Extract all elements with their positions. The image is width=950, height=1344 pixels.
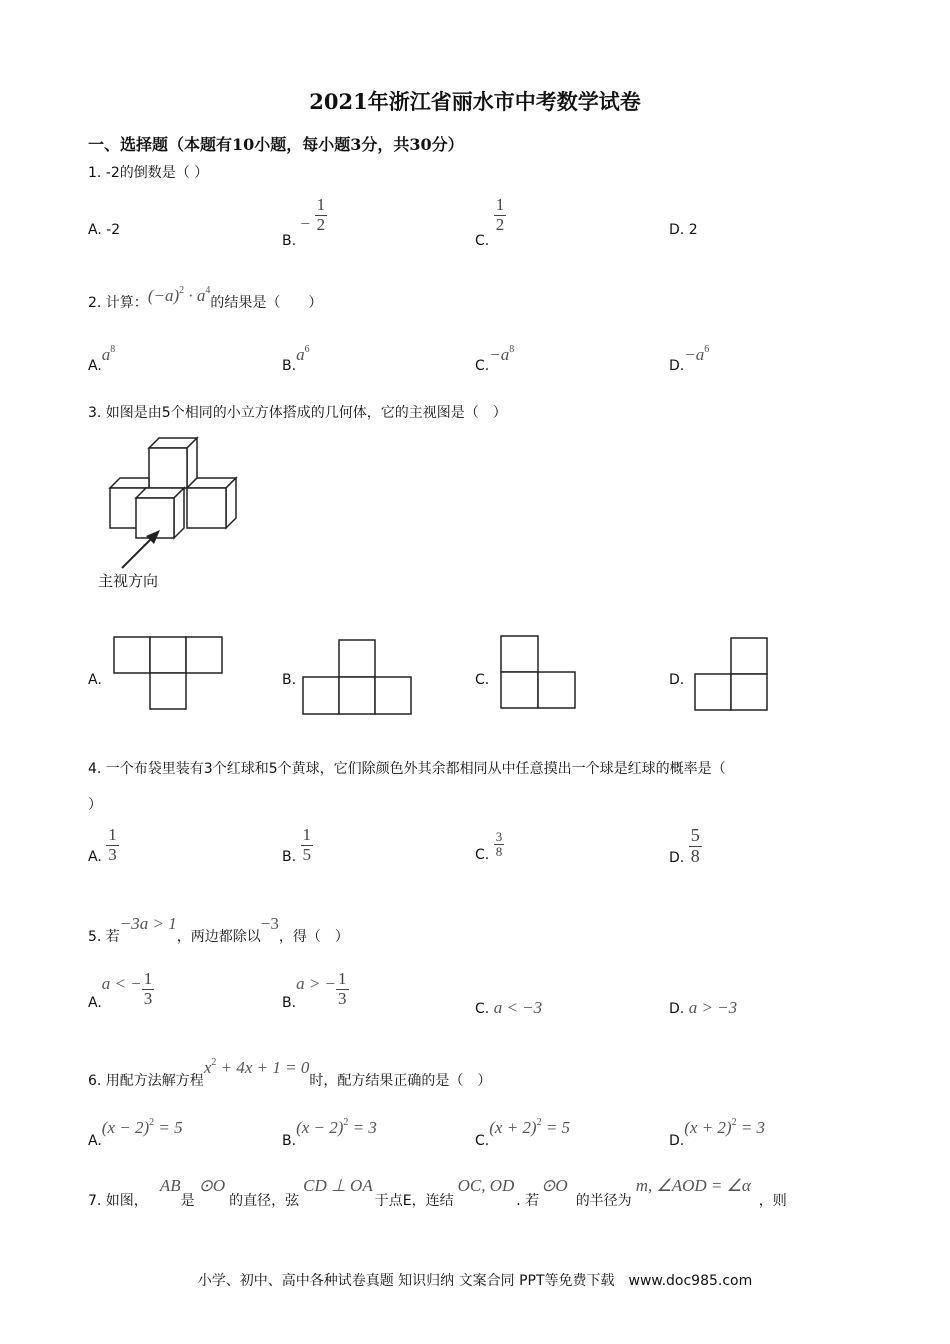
- denominator: 8: [495, 844, 503, 860]
- numerator: 5: [690, 825, 700, 845]
- exponent: 2: [211, 1057, 217, 1068]
- fraction: [494, 830, 505, 860]
- numerator: 1: [338, 969, 347, 988]
- rest: = 3: [736, 1118, 766, 1137]
- q3-option-c-figure[interactable]: [500, 635, 578, 711]
- exponent: 6: [304, 344, 310, 355]
- option-math: [102, 1118, 183, 1137]
- q4-option-a: [88, 826, 119, 864]
- fraction: [142, 970, 155, 1008]
- stem-text: . 若: [516, 1193, 540, 1209]
- exponent: 4: [205, 285, 211, 296]
- option-value: -2: [106, 222, 121, 238]
- q6-option-c: [475, 1117, 571, 1149]
- inequality: −3a > 1: [119, 914, 177, 933]
- math-circle-o: ⊙O: [198, 1176, 226, 1195]
- expr-base: (−a): [147, 286, 180, 305]
- denominator: 8: [690, 845, 700, 866]
- q2-option-c: [475, 344, 515, 374]
- base: (x + 2): [684, 1118, 732, 1137]
- exponent: 8: [509, 344, 515, 355]
- stem-mid: ，两边都除以: [176, 929, 261, 945]
- option-expr: a < −3: [493, 998, 543, 1017]
- numerator: 1: [143, 969, 153, 988]
- q5-option-d: [669, 998, 737, 1018]
- stem-text: ，则: [758, 1193, 787, 1209]
- exponent: 2: [343, 1117, 349, 1128]
- rest: = 5: [541, 1118, 571, 1137]
- q1-option-c: [475, 195, 506, 250]
- denominator: 5: [302, 844, 312, 864]
- minus-sign: −: [300, 214, 311, 234]
- stem-text: 的直径，弦: [229, 1193, 300, 1209]
- option-label: B.: [282, 358, 297, 374]
- option-math: [296, 1118, 377, 1137]
- q3-option-b-label: B.: [282, 672, 297, 688]
- q5-option-b: [282, 969, 349, 1012]
- option-label: A.: [88, 995, 102, 1012]
- option-label: C.: [475, 233, 490, 250]
- question-5-stem: [88, 914, 349, 945]
- fraction: [315, 196, 328, 234]
- section-heading: 一、选择题（本题有10小题，每小题3分，共30分）: [88, 135, 464, 154]
- numerator: 1: [108, 825, 117, 844]
- q6-option-d: [669, 1117, 766, 1149]
- question-3-stem: 3. 如图是由5个相同的小立方体搭成的几何体，它的主视图是（ ）: [88, 405, 507, 421]
- cube-stack-figure: [100, 432, 250, 592]
- q4-option-d: [669, 826, 702, 867]
- question-1-stem: 1. -2的倒数是（ ）: [88, 165, 209, 181]
- option-math: [296, 345, 310, 364]
- q5-option-c: [475, 998, 542, 1018]
- math-expression: [148, 286, 211, 305]
- math-ab: AB: [159, 1176, 181, 1195]
- base: −a: [684, 345, 705, 364]
- q4-option-b: [282, 826, 313, 864]
- q6-option-b: [282, 1117, 377, 1149]
- question-6-stem: [88, 1057, 492, 1089]
- stem-text: 的半径为: [575, 1193, 632, 1209]
- q5-option-a: [88, 969, 154, 1012]
- option-math: [489, 345, 514, 364]
- option-math: [684, 1118, 765, 1137]
- option-value: 2: [688, 222, 698, 238]
- exponent: 6: [704, 344, 710, 355]
- q1-option-a: [88, 222, 120, 238]
- rest: = 5: [154, 1118, 183, 1137]
- view-direction-caption: 主视方向: [98, 572, 159, 590]
- option-label: B.: [282, 995, 297, 1012]
- q3-option-b-figure[interactable]: [302, 639, 414, 716]
- q3-option-c-label: C.: [475, 672, 490, 688]
- base: a: [101, 345, 111, 364]
- denominator: 2: [316, 214, 326, 234]
- option-label: A.: [88, 849, 102, 866]
- option-label: D.: [669, 222, 685, 238]
- q3-option-d-figure[interactable]: [694, 637, 770, 713]
- stem-text: 于点E，连结: [374, 1193, 454, 1209]
- stem-prefix: 7. 如图，: [88, 1193, 148, 1209]
- q6-option-a: [88, 1117, 183, 1149]
- q2-option-d: [669, 344, 710, 374]
- exponent: 2: [731, 1117, 737, 1128]
- numerator: 3: [495, 829, 503, 844]
- fraction: [494, 196, 507, 234]
- exponent: 2: [179, 285, 185, 296]
- page-title: 2021年浙江省丽水市中考数学试卷: [309, 89, 641, 114]
- equation: [204, 1058, 310, 1077]
- option-label: D.: [669, 1001, 685, 1017]
- stem-prefix: 5. 若: [88, 929, 120, 945]
- q1-option-d: [669, 222, 698, 238]
- stem-suffix: ，得（ ）: [278, 929, 349, 945]
- option-label: B.: [282, 849, 297, 866]
- denominator: 3: [143, 988, 153, 1008]
- stem-text: 是: [180, 1193, 195, 1209]
- option-label: A.: [88, 222, 102, 238]
- numerator: 1: [495, 195, 505, 214]
- base: (x − 2): [296, 1118, 344, 1137]
- exponent: 8: [110, 344, 116, 355]
- expr-mid: · a: [184, 286, 206, 305]
- stem-prefix: 2. 计算：: [88, 295, 148, 311]
- numerator: 1: [302, 825, 312, 844]
- option-math: [102, 345, 116, 364]
- eq-rest: + 4x + 1 = 0: [216, 1058, 310, 1077]
- rest: = 3: [348, 1118, 377, 1137]
- question-2-stem: [88, 285, 323, 312]
- math-radius-angle: m, ∠AOD = ∠α: [635, 1176, 751, 1195]
- option-label: D.: [669, 850, 685, 867]
- question-4-stem-cont: ）: [88, 797, 102, 813]
- stem-suffix: 时，配方结果正确的是（ ）: [309, 1073, 492, 1089]
- option-label: D.: [669, 1133, 685, 1149]
- fraction: [106, 826, 119, 864]
- q3-option-d-label: D.: [669, 672, 685, 688]
- option-label: D.: [669, 358, 685, 374]
- denominator: 3: [108, 844, 117, 864]
- eq-base: x: [203, 1058, 212, 1077]
- option-expr: a < −: [101, 974, 142, 994]
- denominator: 2: [495, 214, 505, 234]
- option-math: [684, 345, 709, 364]
- q3-option-a-figure[interactable]: [113, 636, 225, 712]
- base: (x + 2): [489, 1118, 537, 1137]
- fraction: [336, 970, 349, 1008]
- base: −a: [489, 345, 510, 364]
- numerator: 1: [316, 195, 326, 214]
- math-perpendicular: CD ⊥ OA: [303, 1176, 373, 1195]
- q2-option-b: [282, 344, 310, 374]
- option-label: A.: [88, 358, 102, 374]
- base: a: [296, 345, 305, 364]
- math-oc-od: OC, OD: [457, 1176, 515, 1195]
- stem-suffix: 的结果是（ ）: [210, 295, 323, 311]
- q1-option-b: [282, 195, 327, 250]
- math-circle-o: ⊙O: [541, 1176, 568, 1195]
- exponent: 2: [536, 1117, 542, 1128]
- q2-option-a: [88, 344, 116, 374]
- fraction: [301, 826, 314, 864]
- option-label: C.: [475, 358, 490, 374]
- denominator: 3: [338, 988, 347, 1008]
- option-label: B.: [282, 233, 297, 250]
- divisor: −3: [260, 914, 279, 933]
- option-label: C.: [475, 1133, 490, 1149]
- option-expr: a > −: [296, 974, 337, 994]
- fraction: [689, 826, 702, 867]
- option-label: C.: [475, 1001, 490, 1017]
- stem-prefix: 6. 用配方法解方程: [88, 1073, 204, 1089]
- page-footer: 小学、初中、高中各种试卷真题 知识归纳 文案合同 PPT等免费下载 www.doc985.com: [197, 1273, 753, 1289]
- option-math: [489, 1118, 570, 1137]
- q3-option-a-label: A.: [88, 672, 102, 688]
- option-expr: a > −3: [688, 998, 738, 1017]
- question-7-stem: [88, 1176, 878, 1209]
- option-label: C.: [475, 846, 490, 863]
- question-4-stem: 4. 一个布袋里装有3个红球和5个黄球，它们除颜色外其余都相同从中任意摸出一个球是红球的概率是（: [88, 761, 726, 777]
- exponent: 2: [149, 1117, 155, 1128]
- option-label: A.: [88, 1133, 102, 1149]
- q4-option-c: [475, 829, 504, 863]
- base: (x − 2): [101, 1118, 150, 1137]
- option-label: B.: [282, 1133, 297, 1149]
